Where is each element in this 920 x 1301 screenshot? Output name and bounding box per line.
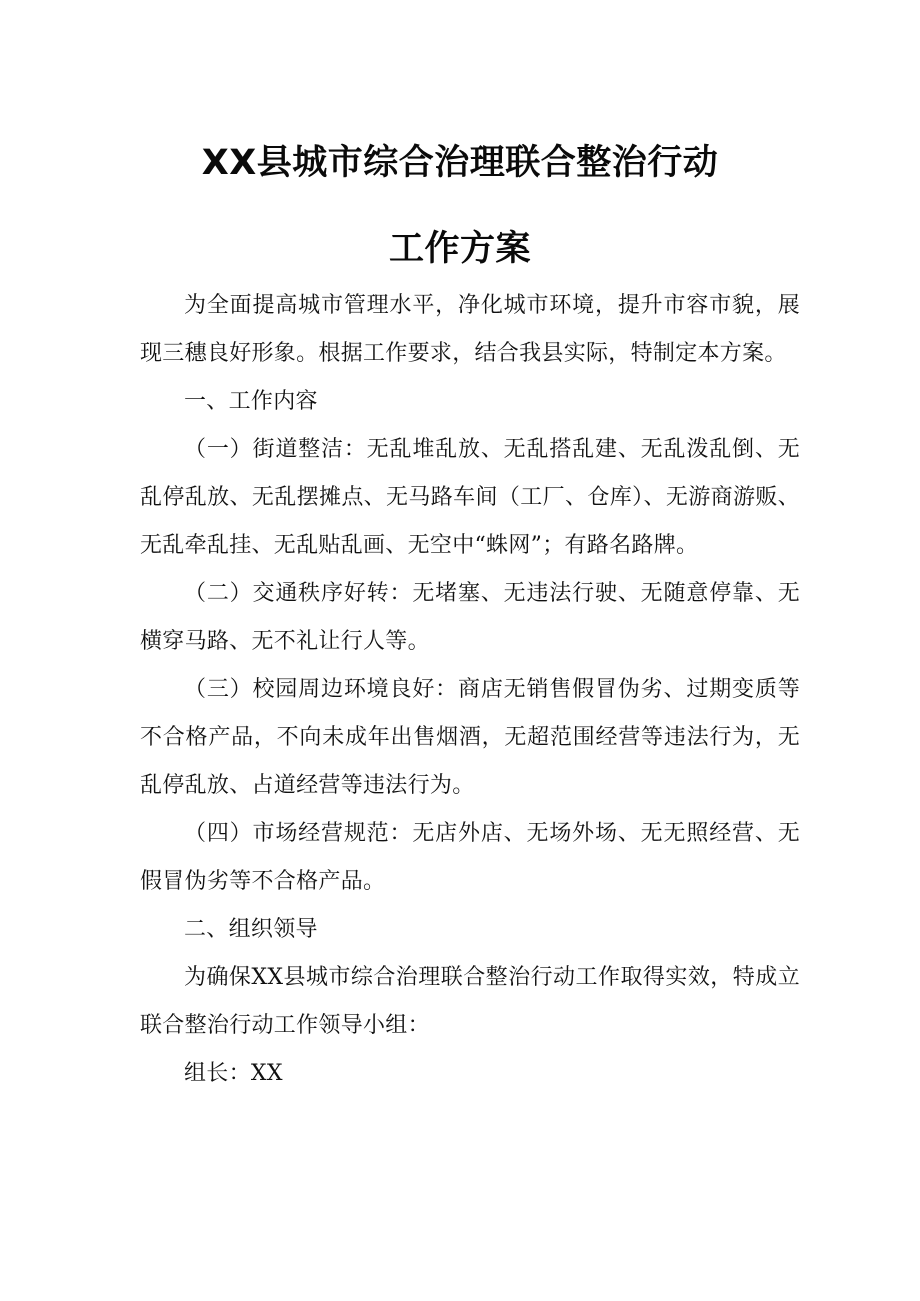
organization-paragraph: 为确保XX县城市综合治理联合整治行动工作取得实效，特成立联合整治行动工作领导小组： — [140, 965, 800, 1038]
item-campus-environment: （三）校园周边环境良好：商店无销售假冒伪劣、过期变质等不合格产品，不向未成年出售烟酒，无超范围经营等违法行为，无乱停乱放、占道经营等违法行为。 — [140, 677, 800, 798]
group-leader-line: 组长：XX — [184, 1061, 283, 1086]
document-subtitle: 工作方案 — [388, 229, 531, 269]
document-body — [140, 282, 800, 1098]
section-heading-organization: 二、组织领导 — [184, 917, 318, 942]
item-traffic-order: （二）交通秩序好转：无堵塞、无违法行驶、无随意停靠、无横穿马路、无不礼让行人等。 — [140, 581, 800, 654]
document-title: XX县城市综合治理联合整治行动 — [201, 143, 719, 183]
item-market-regulation: （四）市场经营规范：无店外店、无场外场、无无照经营、无假冒伪劣等不合格产品。 — [140, 821, 800, 894]
section-heading-work-content: 一、工作内容 — [184, 389, 318, 414]
intro-paragraph: 为全面提高城市管理水平，净化城市环境，提升市容市貌，展现三穗良好形象。根据工作要求，结合我县实际，特制定本方案。 — [140, 293, 800, 366]
item-street-cleanliness: （一）街道整洁：无乱堆乱放、无乱搭乱建、无乱泼乱倒、无乱停乱放、无乱摆摊点、无马路车间（工厂、仓库）、无游商游贩、无乱牵乱挂、无乱贴乱画、无空中“蛛网”；有路名路牌。 — [140, 437, 800, 558]
